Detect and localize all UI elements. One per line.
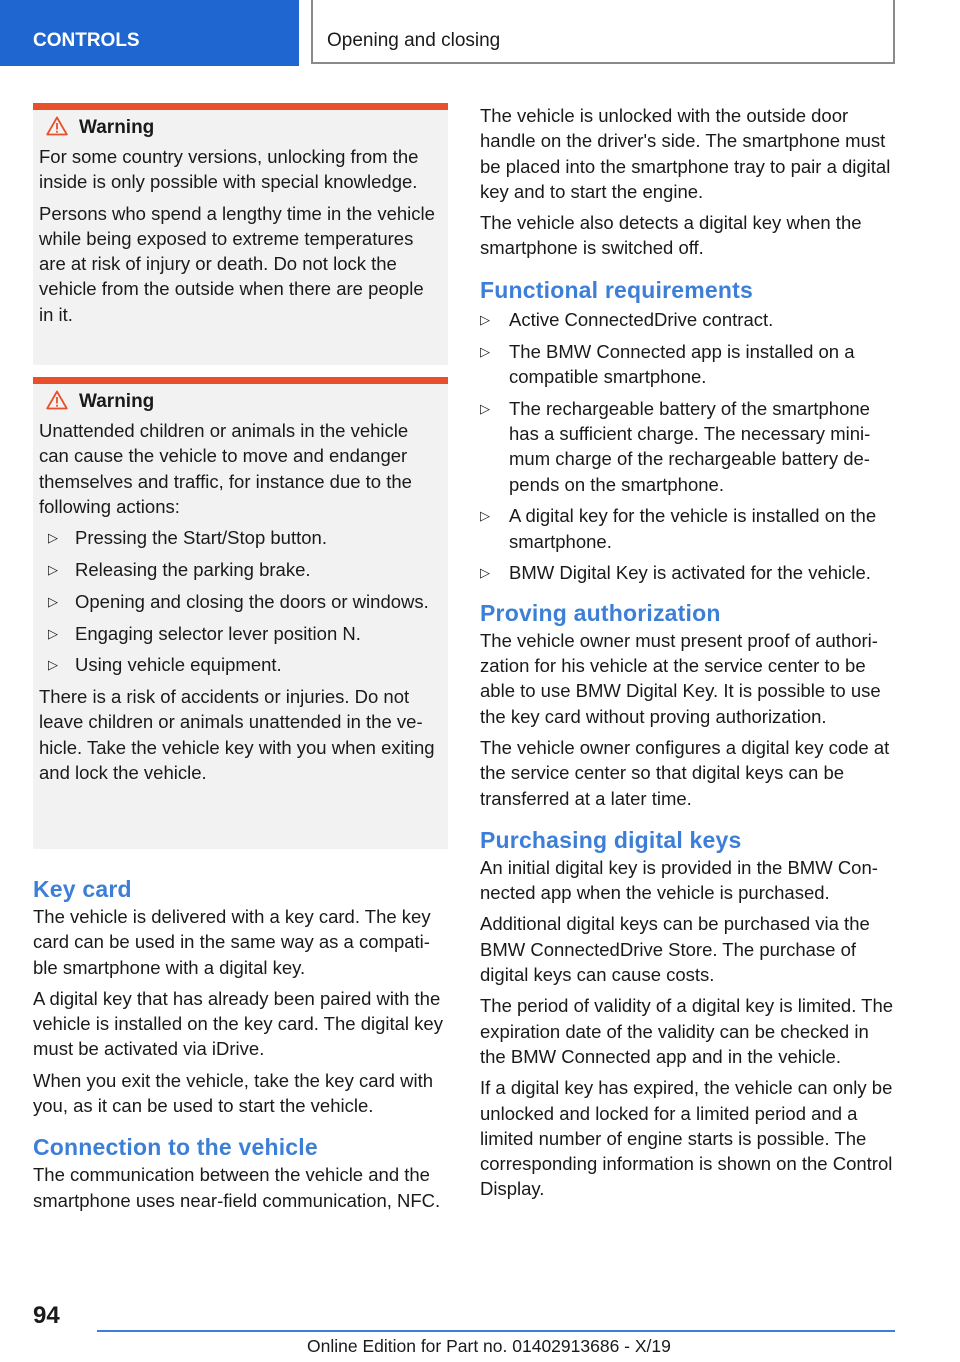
list-item: ▷ Opening and closing the doors or windows. xyxy=(39,589,442,614)
heading-key-card: Key card xyxy=(33,876,132,902)
body-text: The communication between the vehicle and the smartphone uses near-field communication, NFC. xyxy=(33,1164,441,1211)
body-text: The vehicle owner configures a digital key code at the service center so that digital keys can be transferred at a later time. xyxy=(480,736,890,809)
list-item: ▷ A digital key for the vehicle is installed on the smartphone. xyxy=(480,505,877,552)
list-item: ▷ Pressing the Start/Stop button. xyxy=(39,525,442,550)
list-item: ▷ Using vehicle equipment. xyxy=(39,652,442,677)
body-text: When you exit the vehicle, take the key card with you, as it can be used to start the vehicle. xyxy=(33,1069,434,1117)
chapter-title: Opening and closing xyxy=(311,0,895,64)
page-header xyxy=(0,0,960,66)
left-column-lower xyxy=(33,874,448,1219)
footer-divider xyxy=(97,1330,895,1332)
warning-text: Persons who spend a lengthy time in the vehicle while being exposed to extreme temperatures are at risk of injury or death. Do not lock the vehicle from the outside when there are people in it. xyxy=(39,202,435,325)
triangle-bullet-icon: ▷ xyxy=(480,343,490,359)
requirements-list xyxy=(480,307,896,586)
list-item: ▷ The BMW Connected app is installed on a compatible smartphone. xyxy=(480,340,855,387)
warning-triangle-icon xyxy=(46,116,68,136)
heading-purchasing-digital-keys: Purchasing digital keys xyxy=(480,826,742,853)
body-text: A digital key that has already been paired with the vehicle is installed on the key card. The digital key must be activated via iDrive. xyxy=(33,987,443,1060)
list-item: ▷ Releasing the parking brake. xyxy=(39,557,442,582)
triangle-bullet-icon: ▷ xyxy=(48,561,58,577)
heading-proving-authorization: Proving authorization xyxy=(480,599,721,626)
section-tab: CONTROLS xyxy=(0,0,299,66)
body-text: The vehicle also detects a digital key when the smartphone is switched off. xyxy=(480,212,862,259)
edition-note: Online Edition for Part no. 01402913686 - X/19 xyxy=(307,1336,671,1356)
body-text: The vehicle is unlocked with the outside door handle on the driver's side. The smartphone must be placed into the smartphone tray to pair a digital key and to start the engine. xyxy=(480,105,891,202)
body-text: The vehicle owner must present proof of authorization for his vehicle at the service center to be able to use BMW Digital Key. It is possible to use the key card without proving authorization. xyxy=(480,629,881,727)
body-text: The vehicle is delivered with a key card. The key card can be used in the same way as a compatible smartphone with a digital key. xyxy=(33,906,431,978)
warning-title: Warning xyxy=(39,110,442,144)
triangle-bullet-icon: ▷ xyxy=(48,530,58,546)
warning-box-2 xyxy=(33,377,448,849)
triangle-bullet-icon: ▷ xyxy=(480,508,490,524)
heading-functional-requirements: Functional requirements xyxy=(480,276,753,303)
body-text: The period of validity of a digital key is limited. The expiration date of the validity can be checked in the BMW Connected app and in the vehicle. xyxy=(480,995,894,1067)
body-text: An initial digital key is provided in the BMW Connected app when the vehicle is purchased. xyxy=(480,856,878,904)
right-column xyxy=(480,103,896,1208)
list-item: ▷ Active ConnectedDrive contract. xyxy=(480,307,896,332)
body-text: If a digital key has expired, the vehicle can only be unlocked and locked for a limited period and a limited number of engine starts is possible. The corresponding information is shown on the Control Display. xyxy=(480,1077,893,1200)
warning-box-1 xyxy=(33,103,448,365)
triangle-bullet-icon: ▷ xyxy=(48,625,58,641)
list-item: ▷ Engaging selector lever position N. xyxy=(39,621,442,646)
warning-actions-list xyxy=(39,525,442,677)
triangle-bullet-icon: ▷ xyxy=(480,400,490,416)
heading-connection: Connection to the vehicle xyxy=(33,1134,318,1161)
body-text: Additional digital keys can be purchased via the BMW ConnectedDrive Store. The purchase of digital keys can cause costs. xyxy=(480,913,870,986)
list-item: ▷ The rechargeable battery of the smartphone has a sufficient charge. The necessary minimum charge of the rechargeable battery depends on the smartphone. xyxy=(480,397,871,495)
triangle-bullet-icon: ▷ xyxy=(480,565,490,581)
triangle-bullet-icon: ▷ xyxy=(480,311,490,327)
warning-triangle-icon xyxy=(46,390,68,410)
warning-title: Warning xyxy=(39,384,442,418)
warning-text: For some country versions, unlocking from the inside is only possible with special knowledge. xyxy=(39,146,419,193)
triangle-bullet-icon: ▷ xyxy=(48,593,58,609)
list-item: ▷ BMW Digital Key is activated for the vehicle. xyxy=(480,560,896,585)
warning-intro: Unattended children or animals in the vehicle can cause the vehicle to move and endanger themselves and traffic, for instance due to the following actions: xyxy=(39,420,412,517)
warning-outro: There is a risk of accidents or injuries. Do not leave children or animals unattended in the vehicle. Take the vehicle key with you when exiting and lock the vehicle. xyxy=(39,686,435,784)
triangle-bullet-icon: ▷ xyxy=(48,657,58,673)
page-number: 94 xyxy=(33,1302,60,1329)
